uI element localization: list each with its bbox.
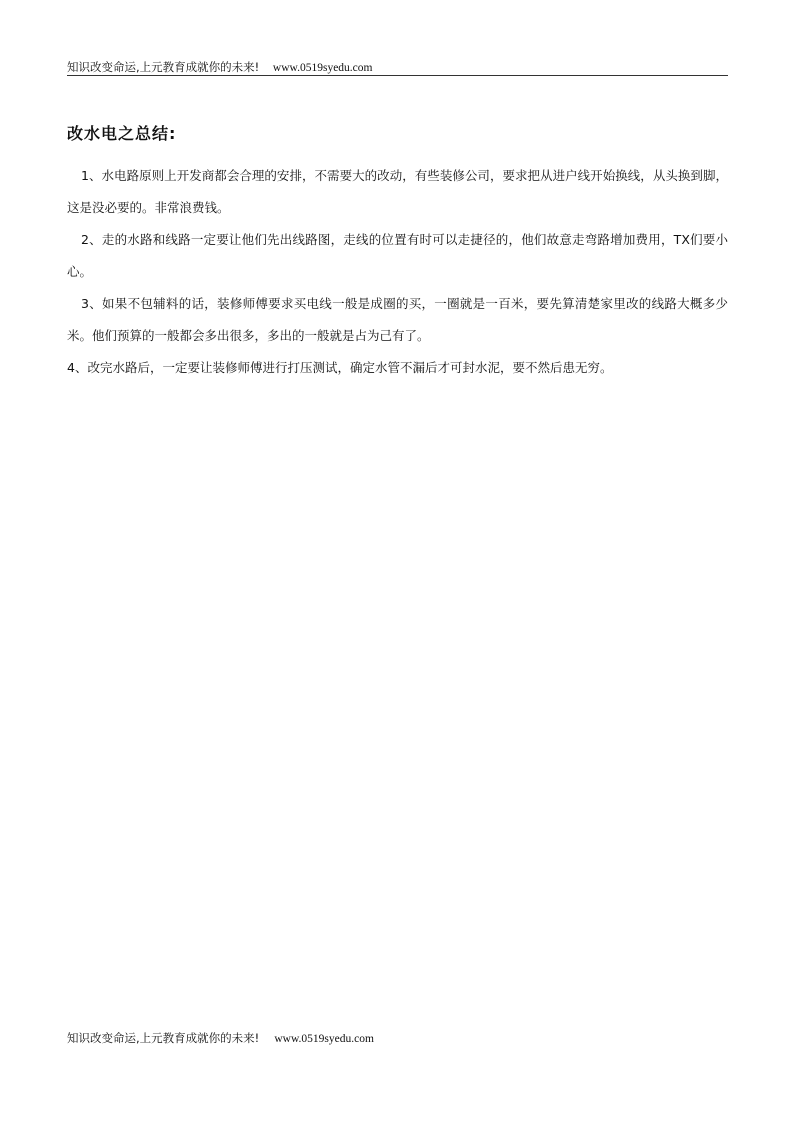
footer-url: www.0519syedu.com (274, 1033, 374, 1045)
header-url: www.0519syedu.com (272, 62, 373, 74)
header-divider (67, 75, 728, 76)
paragraph-4: 4、改完水路后，一定要让装修师傅进行打压测试，确定水管不漏后才可封水泥，要不然后患无穷。 (67, 360, 613, 375)
document-body (67, 160, 728, 384)
paragraph-2: 2、走的水路和线路一定要让他们先出线路图，走线的位置有时可以走捷径的，他们故意走弯路增加费用，TX们要小心。 (67, 232, 728, 279)
document-title: 改水电之总结: (67, 124, 177, 143)
paragraph-1: 1、水电路原则上开发商都会合理的安排，不需要大的改动，有些装修公司，要求把从进户线开始换线，从头换到脚，这是没必要的。非常浪费钱。 (67, 168, 728, 215)
footer-slogan: 知识改变命运,上元教育成就你的未来! (67, 1031, 260, 1045)
page-header (67, 59, 728, 75)
paragraph-3: 3、如果不包辅料的话，装修师傅要求买电线一般是成圈的买，一圈就是一百米，要先算清楚家里改的线路大概多少米。他们预算的一般都会多出很多，多出的一般就是占为己有了。 (67, 296, 728, 343)
page-footer (67, 1029, 728, 1045)
header-slogan: 知识改变命运,上元教育成就你的未来! (67, 60, 260, 74)
